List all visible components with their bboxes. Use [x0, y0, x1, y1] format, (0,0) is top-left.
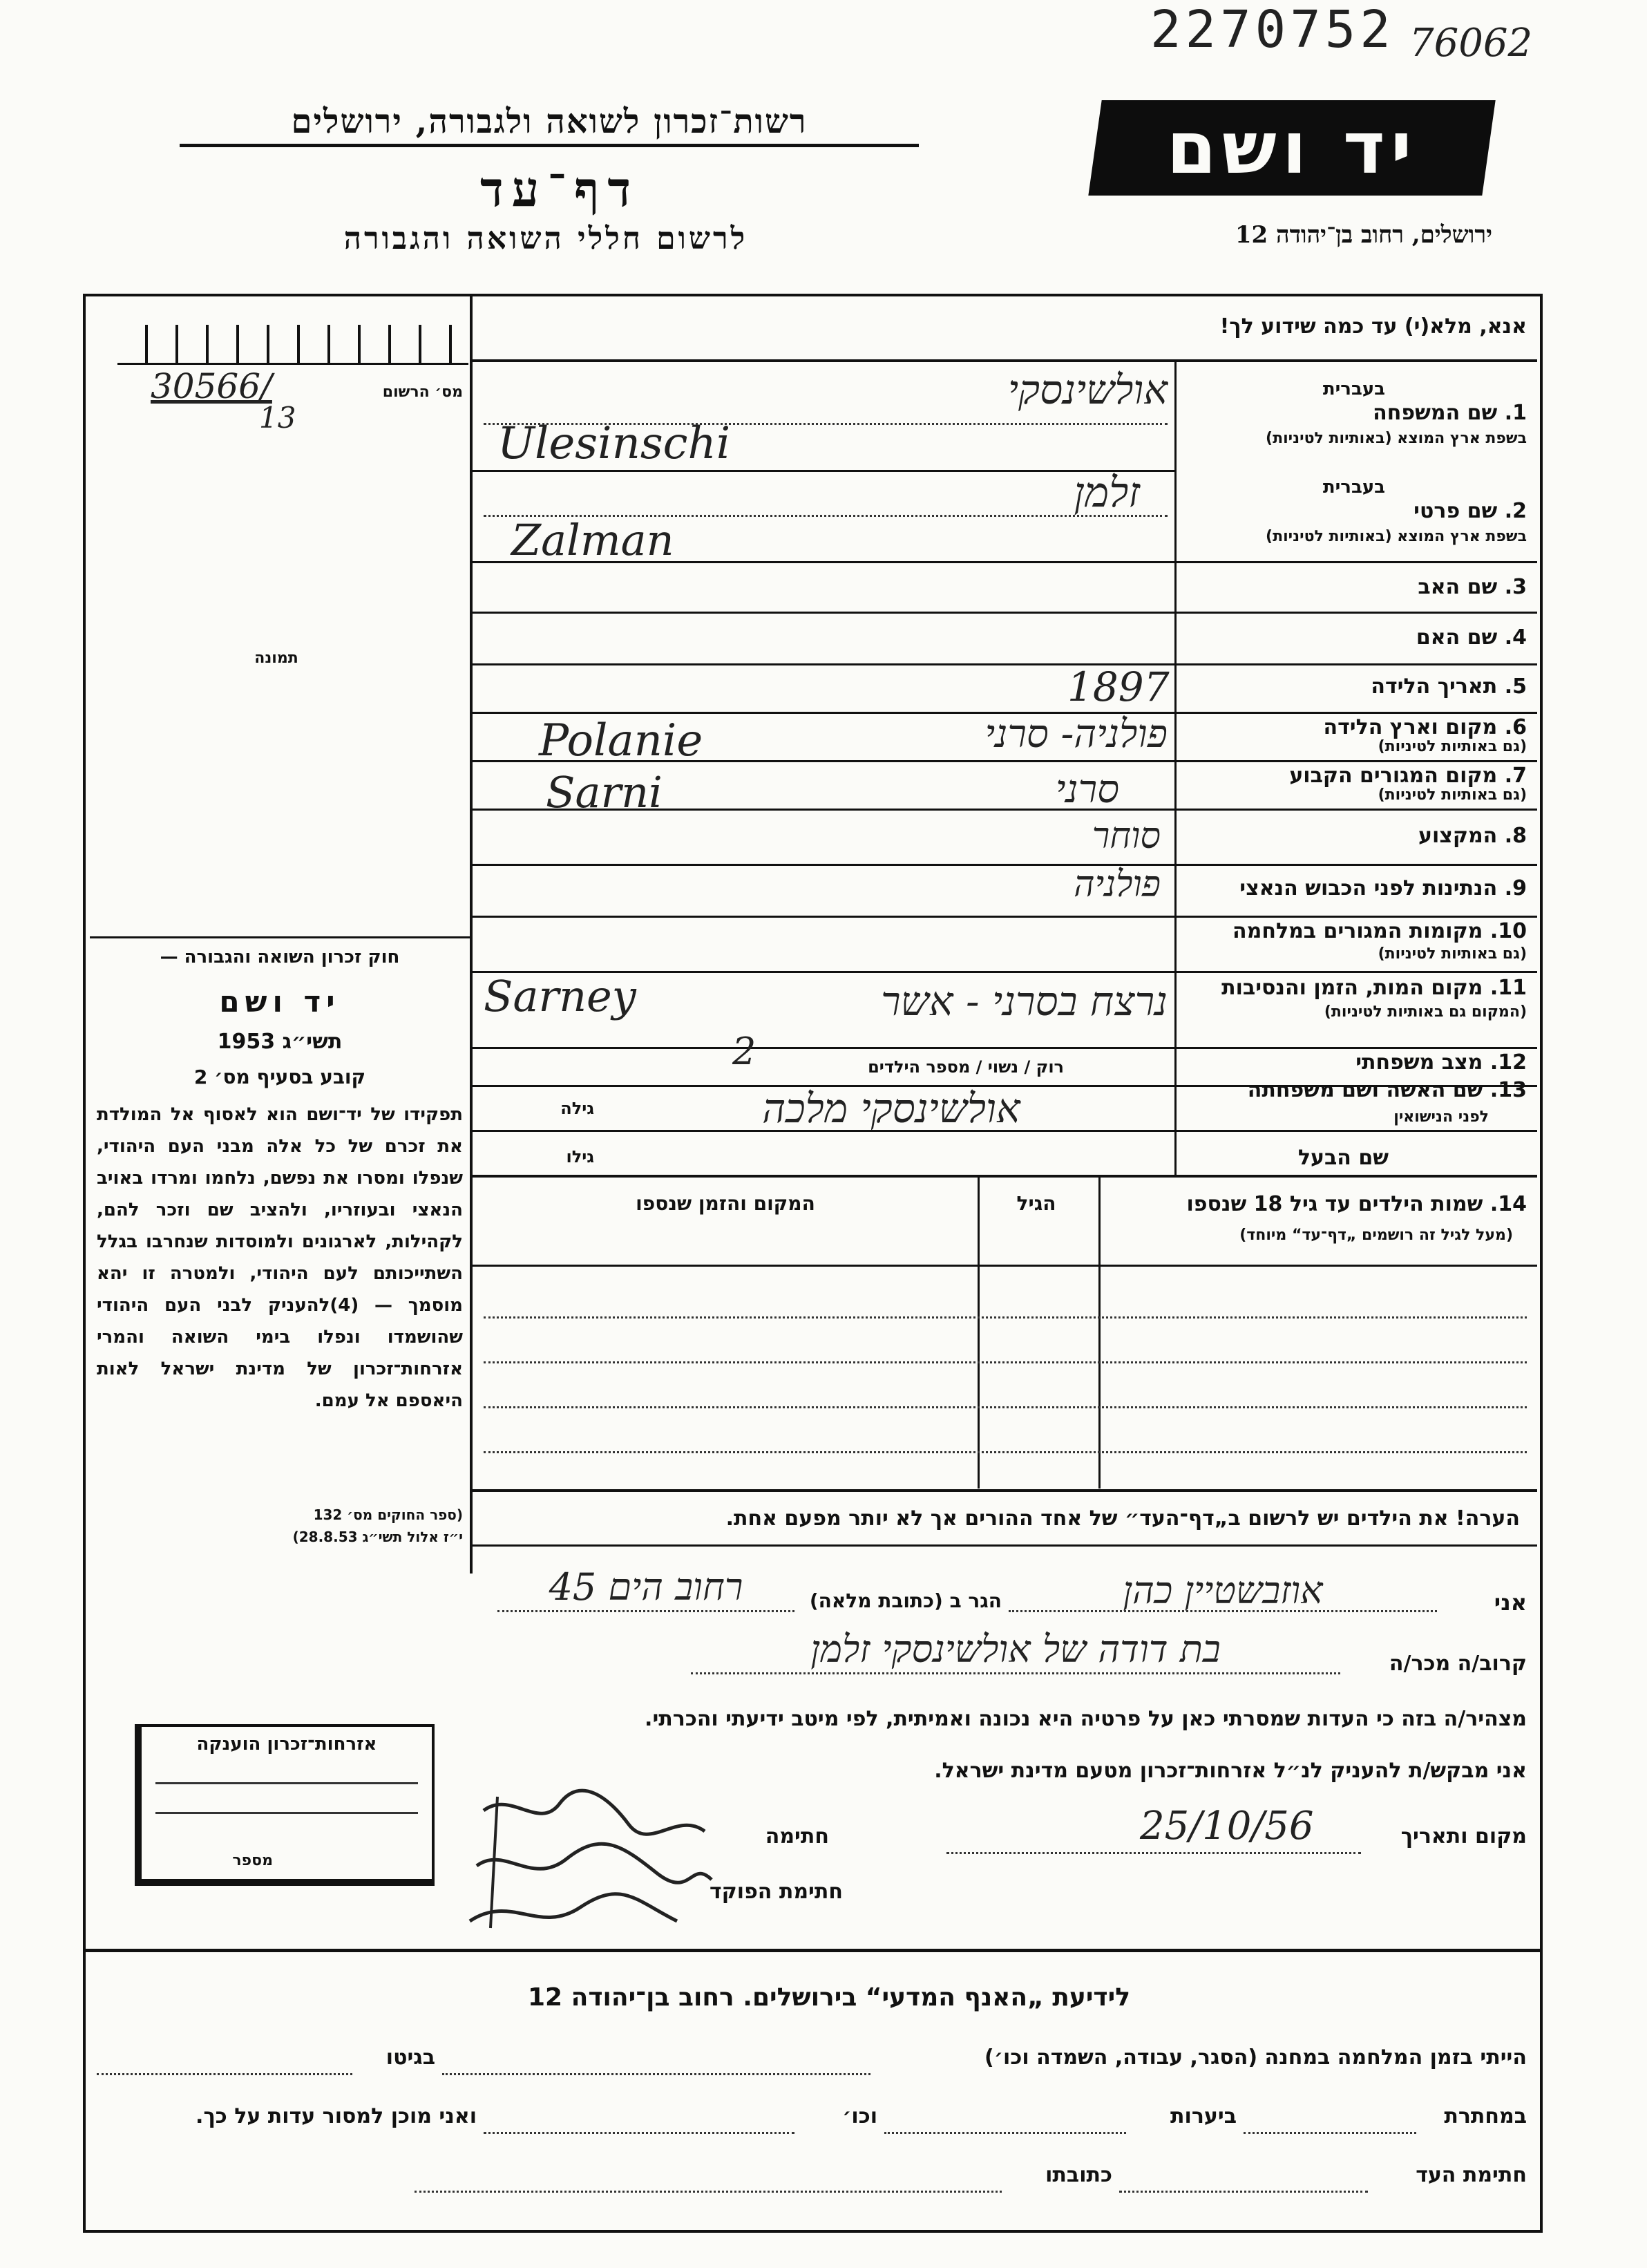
footer-title: לידיעת „האנף המדעי“ בירושלים. רחוב בן־יהודה 12	[528, 1983, 1130, 2012]
reg-label: מס׳ הרשום	[382, 384, 463, 401]
field-1-heb-tag: בעברית	[1322, 379, 1385, 399]
footer-divider	[83, 1949, 1540, 1952]
label-column-divider	[1174, 362, 1177, 1178]
field-8-label: 8. המקצוע	[1418, 824, 1527, 848]
row-sep	[473, 612, 1537, 614]
decl-date-value: 25/10/56	[1140, 1804, 1314, 1849]
children-sub: (מעל לגיל זה רושמים „דף־עד“ מיוחד)	[1239, 1227, 1513, 1244]
witness-signature	[456, 1783, 718, 1942]
row-sep	[473, 1047, 1537, 1049]
footer-line1-b: בגיטו	[385, 2045, 435, 2070]
field-2-label: 2. שם פרטי	[1413, 499, 1527, 523]
form-subtitle: לרשום חללי השואה והגבורה	[343, 221, 748, 256]
law-clause: קובע בסעיף מס׳ 2	[193, 1066, 366, 1088]
row-sep	[473, 1175, 1537, 1178]
field-7-value-lat: Sarni	[546, 767, 663, 818]
underline	[97, 2073, 352, 2075]
row-sep	[473, 1544, 1537, 1547]
certificate-box	[135, 1724, 435, 1886]
authority-line: רשות־זכרון לשואה ולגבורה, ירושלים	[180, 102, 919, 147]
field-1-label: 1. שם המשפחה	[1373, 401, 1527, 425]
children-col-place: המקום והזמן שנספו	[636, 1192, 815, 1215]
row-sep	[484, 1316, 1527, 1319]
footer-line2-d: ואני מוכן למסור עדות על כך.	[196, 2104, 477, 2128]
footer-line1-a: הייתי בזמן המלחמה במחנה (הסגר, עבודה, השמדה וכו׳)	[984, 2045, 1527, 2070]
col-div	[1098, 1178, 1101, 1489]
underline	[884, 2132, 1126, 2134]
field-11-value-heb: נרצח בסרני - אשר	[881, 978, 1168, 1025]
reg-value2: 13	[259, 401, 296, 435]
left-column-divider	[470, 294, 473, 1574]
decl-resides-label: הגר ב (כתובת מלאה)	[809, 1589, 1002, 1612]
field-5-label: 5. תאריך הלידה	[1371, 674, 1527, 699]
field-13-sub: לפני הנישואין	[1393, 1108, 1489, 1126]
yad-vashem-logo	[1088, 100, 1495, 196]
field-9-label: 9. הנתינות לפני הכבוש הנאצי	[1239, 876, 1527, 900]
field-2-value-heb: זלמן	[1074, 469, 1140, 517]
field-13-age-label: גילה	[560, 1099, 594, 1118]
law-name: יד ושם	[219, 985, 341, 1019]
field-9-value: פולניה	[1074, 864, 1161, 905]
footer-line3-a: חתימת העד	[1416, 2163, 1527, 2187]
decl-i-label: אני	[1494, 1589, 1527, 1616]
footer-line2-c: וכו׳	[842, 2104, 877, 2128]
cert-title: אזרחות־זכרון הוענקה	[196, 1734, 377, 1755]
field-7-value-heb: סרני	[1055, 767, 1119, 812]
field-5-value: 1897	[1067, 663, 1170, 710]
decl-place-date-label: מקום ותאריך	[1400, 1824, 1527, 1849]
field-11-label: 11. מקום המות, הזמן והנסיבות	[1221, 976, 1527, 1000]
intro-divider	[473, 359, 1537, 362]
field-7-label: 7. מקום המגורים הקבוע	[1289, 764, 1527, 788]
row-sep	[473, 916, 1537, 918]
husband-age-label: גילו	[566, 1147, 594, 1166]
field-6-sub: (גם באותיות לטיניות)	[1378, 738, 1527, 755]
field-11-value-lat: Sarney	[484, 971, 636, 1021]
decl-request: אני מבקש/ת להעניק לנ״ל אזרחות־זכרון מטעם מדינת ישראל.	[934, 1759, 1527, 1783]
field-10-sub: (גם באותיות לטיניות)	[1378, 945, 1527, 963]
field-6-value-heb: פולניה- סרני	[984, 712, 1168, 757]
form-title: דף־עד	[479, 160, 639, 218]
address: ירושלים, רחוב בן־יהודה 12	[1235, 221, 1492, 249]
field-13-label: 13. שם האשה ושם משפחתה	[1247, 1078, 1527, 1102]
row-sep	[484, 1451, 1527, 1453]
law-year: תשי״ג 1953	[217, 1030, 343, 1054]
law-ref2: י״ז אלול תשי״ג 28.8.53)	[292, 1529, 463, 1545]
cert-number: מספר	[232, 1852, 273, 1869]
field-11-sub: (המקום גם באותיות לטיניות)	[1324, 1003, 1527, 1021]
decl-relative-value: בת דודה של אולשינסקי זלמן	[810, 1627, 1221, 1671]
field-10-label: 10. מקומות המגורים במלחמה	[1232, 919, 1527, 943]
field-2-sub: בשפת ארץ המוצא (באותיות לטיניות)	[1266, 528, 1527, 545]
field-1-sub: בשפת ארץ המוצא (באותיות לטיניות)	[1266, 430, 1527, 447]
field-3-label: 3. שם האב	[1418, 575, 1527, 599]
law-ref1: (ספר החוקים מס׳ 132	[313, 1506, 463, 1523]
footer-line3-b: כתובתו	[1045, 2163, 1112, 2187]
decl-resides-value: רחוב הים 45	[549, 1565, 743, 1609]
registration-ticks	[117, 325, 468, 365]
underline	[1009, 1610, 1437, 1612]
underline	[1244, 2132, 1416, 2134]
decl-relative-label: קרוב/ה מכר/ה	[1389, 1652, 1527, 1676]
decl-officer-label: חתימת הפוקד	[710, 1880, 843, 1904]
law-divider	[90, 936, 470, 938]
field-13-value: אולשינסקי מלכה	[762, 1085, 1020, 1132]
row-sep	[473, 663, 1537, 665]
underline	[1119, 2191, 1368, 2193]
field-6-value-lat: Polanie	[539, 715, 703, 766]
underline	[415, 2191, 1002, 2193]
underline	[442, 2073, 870, 2075]
husband-label: שם הבעל	[1297, 1146, 1389, 1170]
field-2-value-lat: Zalman	[511, 515, 674, 565]
field-6-label: 6. מקום וארץ הלידה	[1323, 715, 1527, 739]
intro-text: אנא, מלא(י) עד כמה שידוע לך!	[1219, 314, 1527, 339]
row-sep	[473, 1265, 1537, 1267]
underline	[484, 2132, 794, 2134]
children-col-age: הגיל	[1016, 1192, 1056, 1215]
row-sep	[473, 1489, 1537, 1492]
footer-line2-b: ביערות	[1170, 2104, 1237, 2128]
row-sep	[484, 1361, 1527, 1363]
serial-handwritten: 76062	[1409, 21, 1533, 66]
field-1-value-lat: Ulesinschi	[497, 418, 731, 469]
note-text: הערה! את הילדים יש לרשום ב„דף־העד״ של אחד ההורים אך לא יותר מפעם אחת.	[725, 1506, 1520, 1531]
law-text: תפקידו של יד־ושם הוא לאסוף אל המולדת את זכרם של כל אלה מבני העם היהודי, שנפלו ומסרו את נפשם, נלחמו ומרדו באויב הנאצי ובעוזריו, ולהציב שם וזכר להם, לקהילות, לארגונים ולמוסדות שנחרבו בגלל השתייכותם לעם היהודי, ולמטרה זו יהא מוסמך — (4)להעניק לבני העם היהודי שהושמדו ונפלו בימי השואה והמרי אזרחות־זכרון של מדינת ישראל לאות היאספם אל עמם.	[97, 1104, 463, 1411]
law-title: חוק זכרון השואה והגבורה —	[160, 947, 400, 967]
logo-text: יד ושם	[1166, 106, 1418, 190]
decl-signature-label: חתימה	[765, 1824, 829, 1849]
reg-value: 30566/	[151, 366, 272, 406]
field-4-label: 4. שם האם	[1416, 625, 1527, 650]
field-8-value: סוחר	[1092, 815, 1161, 857]
col-div	[978, 1178, 980, 1489]
field-1-value-heb: אולשינסקי	[1007, 366, 1168, 413]
field-2-heb-tag: בעברית	[1322, 477, 1385, 498]
underline	[946, 1852, 1361, 1854]
field-12-value: 2	[732, 1030, 756, 1073]
row-sep	[484, 1406, 1527, 1408]
field-7-sub: (גם באותיות לטיניות)	[1378, 786, 1527, 804]
field-12-label: 12. מצב משפחתי	[1355, 1050, 1527, 1075]
serial-number: 2270752	[1150, 0, 1395, 59]
footer-line2-a: במחתרת	[1444, 2104, 1527, 2128]
photo-label: תמונה	[254, 650, 298, 667]
decl-i-value: אוזבשטיין כהן	[1123, 1569, 1323, 1612]
underline	[497, 1610, 794, 1612]
children-label: 14. שמות הילדים עד גיל 18 שנספו	[1186, 1192, 1527, 1216]
decl-statement: מצהיר/ה בזה כי העדות שמסרתי כאן על פרטיה היא נכונה ואמיתית, לפי מיטב ידיעתי והכרתי.	[645, 1707, 1527, 1731]
field-12-subright: רוק / נשוי / מספר הילדים	[868, 1057, 1064, 1077]
underline	[691, 1672, 1340, 1674]
